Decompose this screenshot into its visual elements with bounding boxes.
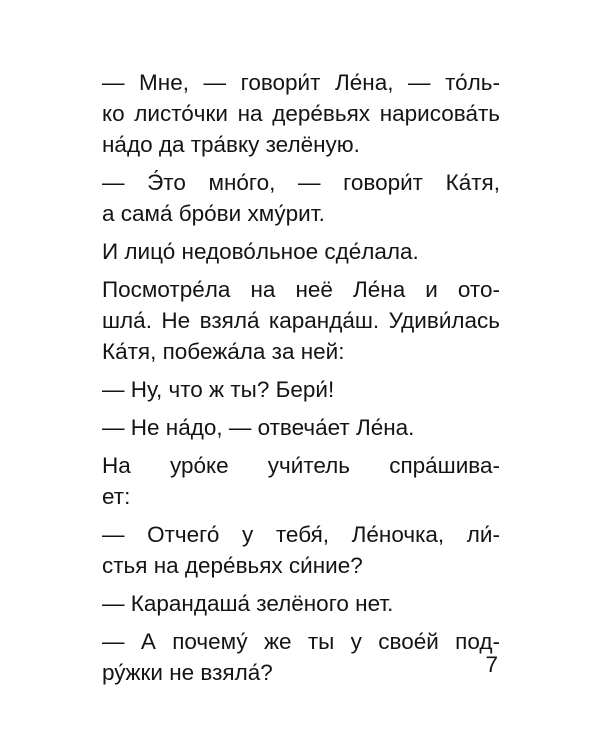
text-line: — Не на́до, — отвеча́ет Ле́на.: [102, 415, 415, 440]
text-line: ет:: [102, 484, 131, 509]
text-line: — А почему́ же ты у свое́й под-: [102, 629, 500, 654]
text-line: — Карандаша́ зелёного нет.: [102, 591, 394, 616]
text-line: Посмотре́ла на неё Ле́на и ото-: [102, 277, 500, 302]
text-line: шла́. Не взяла́ каранда́ш. Удиви́лась: [102, 308, 500, 333]
text-line: на́до да тра́вку зелёную.: [102, 132, 360, 157]
text-line: — Отчего́ у тебя́, Ле́ночка, ли́-: [102, 522, 500, 547]
text-line: а сама́ бро́ви хму́рит.: [102, 201, 325, 226]
text-line: Ка́тя, побежа́ла за ней:: [102, 339, 345, 364]
text-line: ко листо́чки на дере́вьях нарисова́ть: [102, 101, 500, 126]
text-line: — Мне, — говори́т Ле́на, — то́ль-: [102, 70, 500, 95]
text-line: ру́жки не взяла́?: [102, 660, 273, 685]
page-number: 7: [485, 652, 498, 677]
text-line: стья на дере́вьях си́ние?: [102, 553, 363, 578]
text-line: На уро́ке учи́тель спра́шива-: [102, 453, 500, 478]
text-line: — Э́то мно́го, — говори́т Ка́тя,: [102, 170, 500, 195]
text-line: — Ну, что ж ты? Бери́!: [102, 377, 335, 402]
text-line: И лицо́ недово́льное сде́лала.: [102, 239, 419, 264]
story-text: [102, 67, 500, 688]
